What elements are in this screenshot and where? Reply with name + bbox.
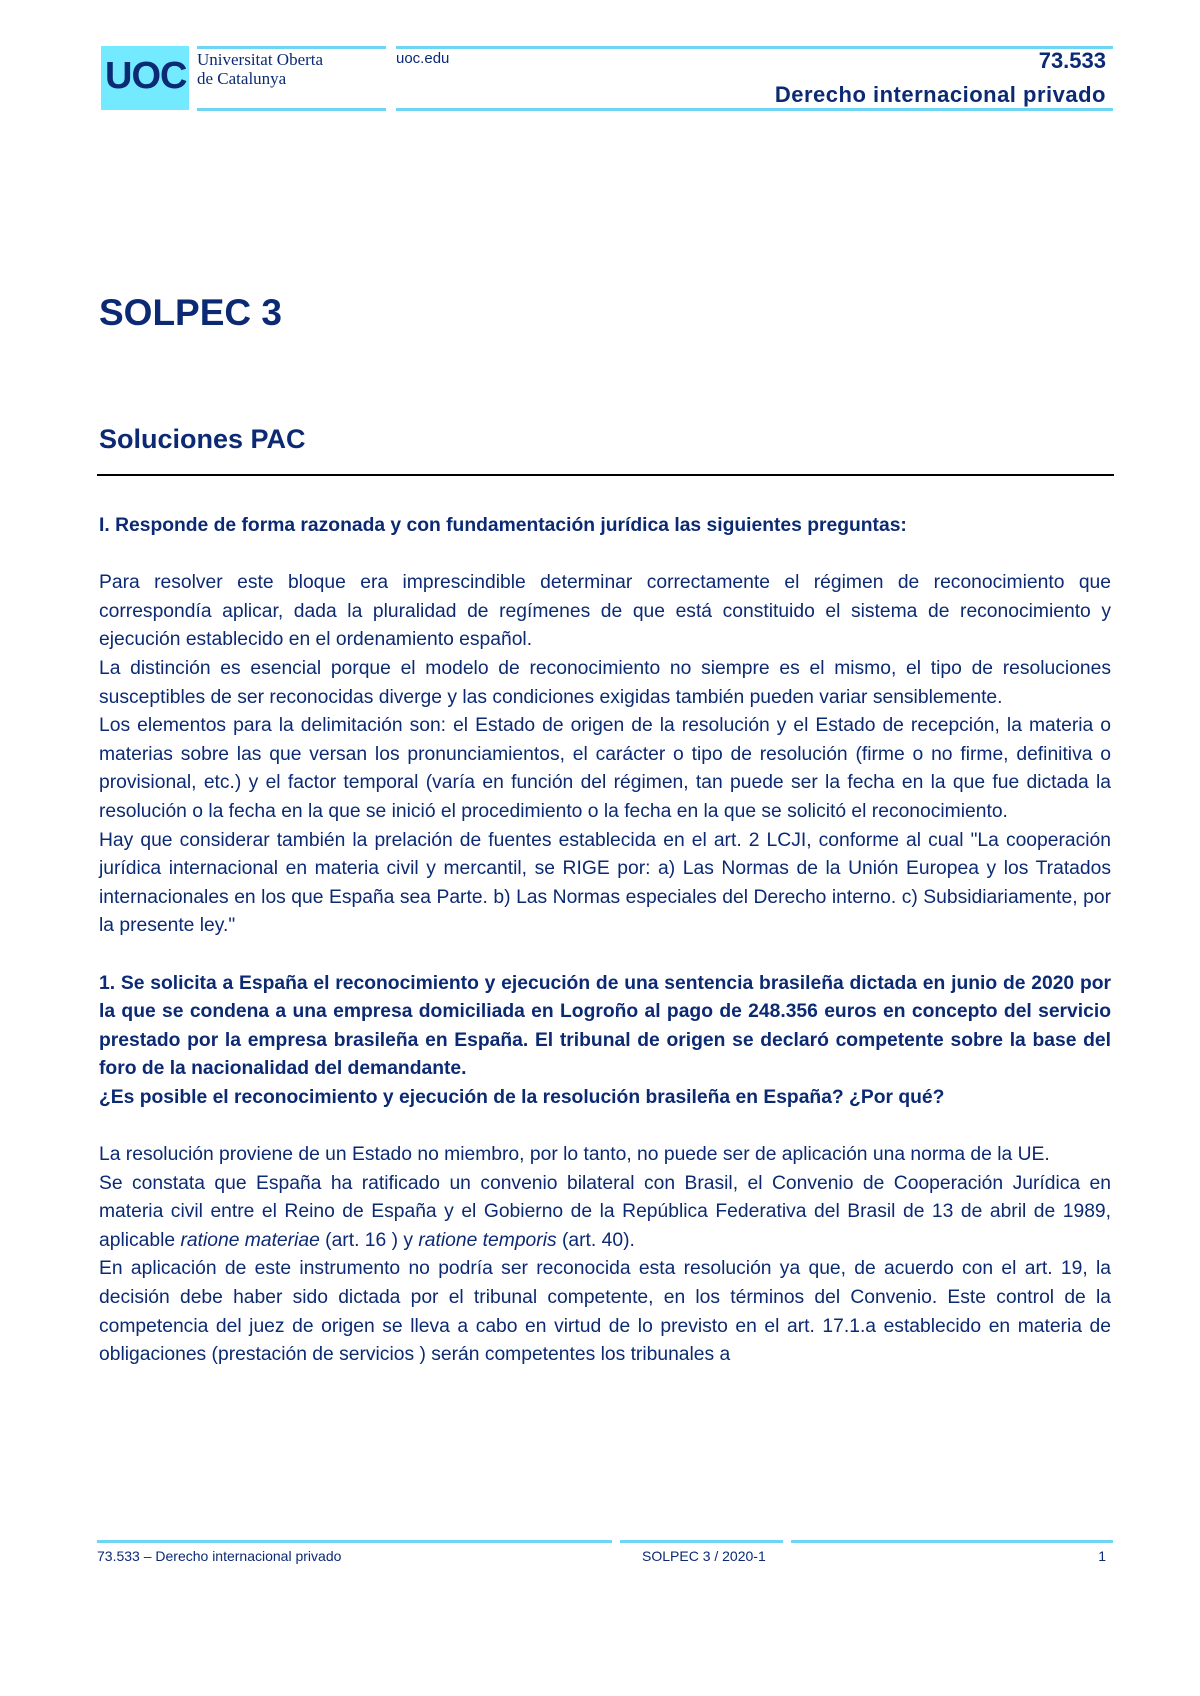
answer-1-p2-text-a: Se constata que España ha ratificado un convenio bilateral con Brasil, el Convenio de Cooperación Jurídica en materia civil entre el Reino de España y el Gobierno de la República Federativa del Brasil de 13 de abril de 1989, aplicable bbox=[99, 1172, 1111, 1251]
document-body bbox=[99, 512, 1111, 1370]
question-1-statement: 1. Se solicita a España el reconocimiento y ejecución de una sentencia brasileña dictada en junio de 2020 por la que se condena a una empresa domiciliada en Logroño al pago de 248.356 euros en concepto del servicio prestado por la empresa brasileña en España. El tribunal de origen se declaró competente sobre la base del foro de la nacionalidad del demandante. bbox=[99, 972, 1111, 1080]
header-bottom-line-left bbox=[197, 108, 386, 111]
footer-document-id: SOLPEC 3 / 2020-1 bbox=[642, 1548, 766, 1564]
answer-1-p2-italic-2: ratione temporis bbox=[418, 1229, 557, 1251]
website-link[interactable]: uoc.edu bbox=[396, 50, 450, 67]
footer-course: 73.533 – Derecho internacional privado bbox=[97, 1548, 342, 1564]
intro-paragraph-3: Los elementos para la delimitación son: el Estado de origen de la resolución y el Estado de recepción, la materia o materias sobre las que versan los pronunciamientos, el carácter o tipo de resolución (firme o no firme, definitiva o provisional, etc.) y el factor temporal (varía en función del régimen, tan puede ser la fecha en la que fue dictada la resolución o la fecha en la que se inició el procedimiento o la fecha en la que se solicitó el reconocimiento. bbox=[99, 715, 1111, 822]
uoc-logo bbox=[101, 46, 189, 110]
course-code: 73.533 bbox=[1038, 48, 1106, 73]
question-1-question: ¿Es posible el reconocimiento y ejecución de la resolución brasileña en España? ¿Por qué? bbox=[99, 1086, 945, 1108]
answer-1-paragraph-1: La resolución proviene de un Estado no miembro, por lo tanto, no puede ser de aplicación una norma de la UE. bbox=[99, 1144, 1050, 1166]
header-top-line-left bbox=[197, 46, 386, 49]
university-name-line1: Universitat Oberta bbox=[197, 50, 324, 69]
header-top-line-right bbox=[396, 46, 1113, 49]
header-bottom-line-right bbox=[396, 108, 1113, 111]
footer-line-right bbox=[791, 1540, 1113, 1543]
answer-1-paragraph-2 bbox=[99, 1170, 1111, 1256]
answer-1-p2-italic-1: ratione materiae bbox=[180, 1229, 320, 1251]
document-subtitle: Soluciones PAC bbox=[99, 424, 306, 454]
intro-paragraph-4: Hay que considerar también la prelación de fuentes establecida en el art. 2 LCJI, conforme al cual "La cooperación jurídica internacional en materia civil y mercantil, se RIGE por: a) Las Normas de la Unión Europea y los Tratados internacionales en los que España sea Parte. b) Las Normas especiales del Derecho interno. c) Subsidiariamente, por la presente ley." bbox=[99, 829, 1111, 937]
intro-paragraph-2: La distinción es esencial porque el modelo de reconocimiento no siempre es el mismo, el tipo de resoluciones susceptibles de ser reconocidas diverge y las condiciones exigidas también pueden variar sensiblemente. bbox=[99, 657, 1111, 708]
section-heading: I. Responde de forma razonada y con fundamentación jurídica las siguientes preguntas: bbox=[99, 515, 907, 536]
footer-page-number: 1 bbox=[1098, 1548, 1106, 1564]
answer-1-paragraph-3: En aplicación de este instrumento no podría ser reconocida esta resolución ya que, de acuerdo con el art. 19, la decisión debe haber sido dictada por el tribunal competente, en los términos del Convenio. Este control de la competencia del juez de origen se lleva a cabo en virtud de lo previsto en el art. 17.1.a establecido en materia de obligaciones (prestación de servicios ) serán competentes los tribunales a bbox=[99, 1258, 1111, 1366]
answer-1-p2-text-c: (art. 40). bbox=[556, 1229, 635, 1251]
logo-text: UOC bbox=[105, 55, 187, 97]
document-title: SOLPEC 3 bbox=[99, 292, 282, 333]
course-name: Derecho internacional privado bbox=[774, 82, 1106, 107]
footer-line-middle bbox=[620, 1540, 783, 1543]
intro-paragraph-1: Para resolver este bloque era imprescindible determinar correctamente el régimen de reconocimiento que correspondía aplicar, dada la pluralidad de regímenes de que está constituido el sistema de reconocimiento y ejecución establecido en el ordenamiento español. bbox=[99, 572, 1111, 651]
footer-line-left bbox=[97, 1540, 612, 1543]
answer-1-p2-text-b: (art. 16 ) y bbox=[319, 1229, 419, 1251]
title-divider bbox=[97, 474, 1114, 476]
university-name bbox=[197, 50, 323, 88]
university-name-line2: de Catalunya bbox=[197, 69, 287, 88]
